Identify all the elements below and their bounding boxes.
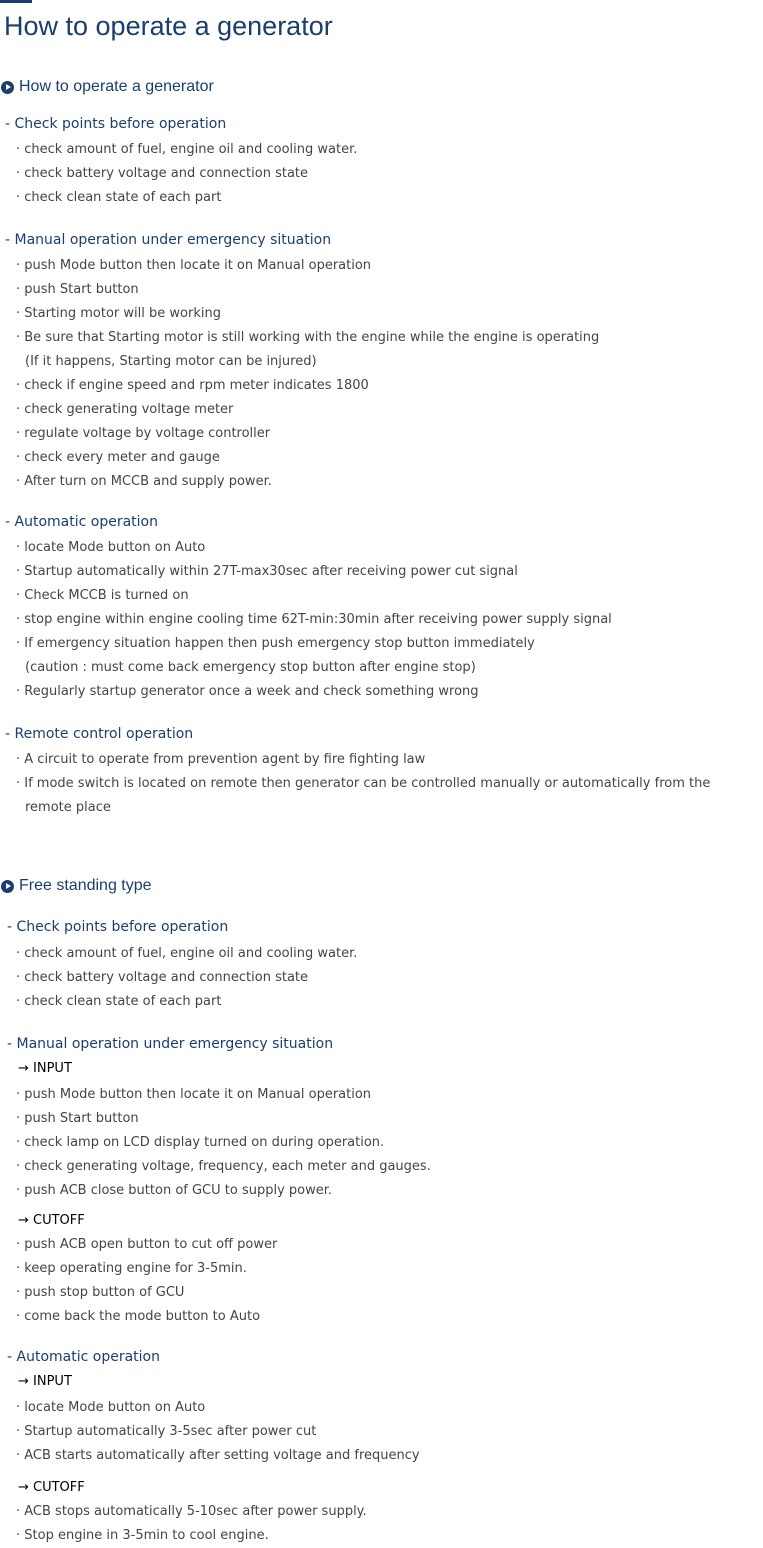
list-item: remote place bbox=[25, 800, 111, 815]
list-item: · locate Mode button on Auto bbox=[16, 540, 206, 555]
title-accent-bar bbox=[0, 0, 32, 3]
subsection-heading: - Automatic operation bbox=[5, 514, 158, 530]
list-item: · Regularly startup generator once a week and check something wrong bbox=[16, 684, 479, 699]
list-item: · If mode switch is located on remote then generator can be controlled manually or automatically from the bbox=[16, 776, 711, 791]
list-item: · A circuit to operate from prevention agent by fire fighting law bbox=[16, 752, 426, 767]
list-item: · After turn on MCCB and supply power. bbox=[16, 474, 272, 489]
circle-arrow-icon bbox=[1, 880, 14, 893]
list-item: · Be sure that Starting motor is still working with the engine while the engine is operating bbox=[16, 330, 600, 345]
list-item: · check generating voltage meter bbox=[16, 402, 234, 417]
section-heading bbox=[1, 875, 152, 897]
subsection-heading: - Manual operation under emergency situation bbox=[7, 1036, 334, 1052]
list-item: · keep operating engine for 3-5min. bbox=[16, 1261, 247, 1276]
subsection-heading: - Remote control operation bbox=[5, 726, 194, 742]
list-item: · push Mode button then locate it on Manual operation bbox=[16, 1087, 372, 1102]
list-item: · locate Mode button on Auto bbox=[16, 1400, 206, 1415]
list-item: · push Start button bbox=[16, 1111, 139, 1126]
list-item: · check if engine speed and rpm meter indicates 1800 bbox=[16, 378, 369, 393]
list-item: (caution : must come back emergency stop button after engine stop) bbox=[25, 660, 476, 675]
list-item: · push ACB open button to cut off power bbox=[16, 1237, 278, 1252]
list-item: · check clean state of each part bbox=[16, 994, 222, 1009]
list-item: · check amount of fuel, engine oil and cooling water. bbox=[16, 142, 358, 157]
list-item: · check battery voltage and connection state bbox=[16, 166, 309, 181]
list-item: · push stop button of GCU bbox=[16, 1285, 185, 1300]
list-item: · ACB stops automatically 5-10sec after power supply. bbox=[16, 1504, 367, 1519]
list-item: · check every meter and gauge bbox=[16, 450, 220, 465]
list-item: · push Start button bbox=[16, 282, 139, 297]
list-item: · Stop engine in 3-5min to cool engine. bbox=[16, 1528, 269, 1543]
list-item: · stop engine within engine cooling time 62T-min:30min after receiving power supply signal bbox=[16, 612, 612, 627]
list-item: · check generating voltage, frequency, each meter and gauges. bbox=[16, 1159, 431, 1174]
list-item: · Check MCCB is turned on bbox=[16, 588, 189, 603]
list-item: · check clean state of each part bbox=[16, 190, 222, 205]
subsection-heading: - Manual operation under emergency situation bbox=[5, 232, 332, 248]
section-title: Free standing type bbox=[19, 877, 152, 894]
list-item: · check lamp on LCD display turned on during operation. bbox=[16, 1135, 385, 1150]
subsection-heading: - Check points before operation bbox=[5, 116, 227, 132]
subsection-heading: - Automatic operation bbox=[7, 1349, 160, 1365]
circle-arrow-icon bbox=[1, 81, 14, 94]
list-item: · ACB starts automatically after setting voltage and frequency bbox=[16, 1448, 420, 1463]
list-item: · push ACB close button of GCU to supply power. bbox=[16, 1183, 333, 1198]
subsection-heading: - Check points before operation bbox=[7, 919, 229, 935]
list-item: · Starting motor will be working bbox=[16, 306, 221, 321]
page-title: How to operate a generator bbox=[4, 11, 333, 41]
list-item: · regulate voltage by voltage controller bbox=[16, 426, 271, 441]
list-item: · push Mode button then locate it on Manual operation bbox=[16, 258, 372, 273]
list-item: (If it happens, Starting motor can be injured) bbox=[25, 354, 317, 369]
section-title: How to operate a generator bbox=[19, 78, 214, 95]
list-item: · If emergency situation happen then push emergency stop button immediately bbox=[16, 636, 535, 651]
list-item: · come back the mode button to Auto bbox=[16, 1309, 261, 1324]
list-item: · check battery voltage and connection state bbox=[16, 970, 309, 985]
cutoff-label: → CUTOFF bbox=[18, 1480, 85, 1495]
list-item: · check amount of fuel, engine oil and cooling water. bbox=[16, 946, 358, 961]
input-label: → INPUT bbox=[18, 1061, 72, 1076]
cutoff-label: → CUTOFF bbox=[18, 1213, 85, 1228]
list-item: · Startup automatically within 27T-max30sec after receiving power cut signal bbox=[16, 564, 518, 579]
input-label: → INPUT bbox=[18, 1374, 72, 1389]
section-heading bbox=[1, 76, 214, 98]
list-item: · Startup automatically 3-5sec after power cut bbox=[16, 1424, 317, 1439]
